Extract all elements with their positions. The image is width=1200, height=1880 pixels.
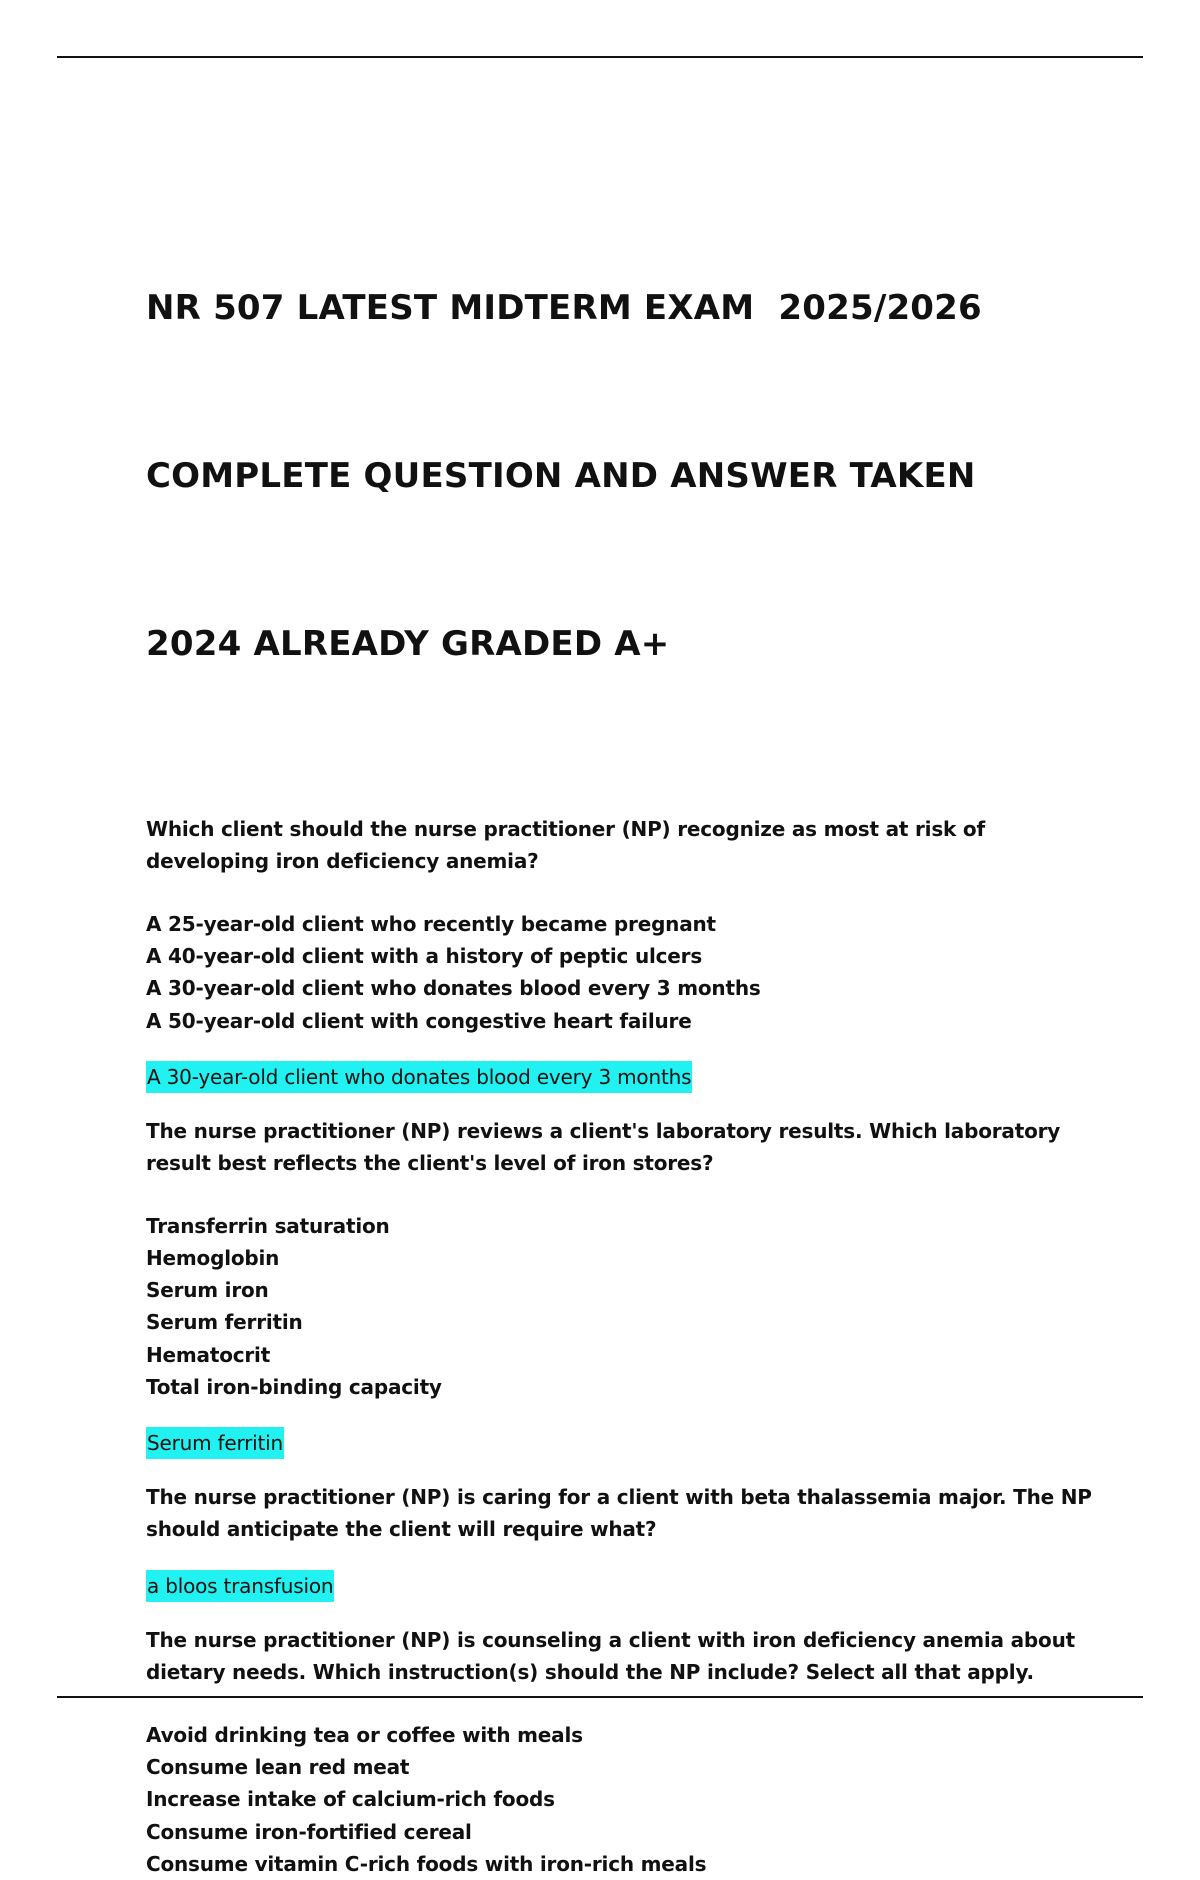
question-block-1 [146,813,1106,1093]
answer-row [146,1061,1106,1093]
option-item: Consume lean red meat [146,1755,410,1780]
answer-row [146,1427,1106,1459]
answer-row [146,1570,1106,1602]
option-item: A 40-year-old client with a history of peptic ulcers [146,944,703,969]
title-line-2: COMPLETE QUESTION AND ANSWER TAKEN [146,456,976,496]
option-list [146,1210,1106,1403]
highlighted-answer: a bloos transfusion [146,1570,334,1602]
question-text: Which client should the nurse practitioner (NP) recognize as most at risk of developing iron deficiency anemia? [146,817,985,873]
question-text: The nurse practitioner (NP) is counseling a client with iron deficiency anemia about dietary needs. Which instruction(s) should the NP include? Select all that apply. [146,1628,1075,1685]
option-item: Increase intake of calcium-rich foods [146,1787,555,1812]
question-block-4 [146,1624,1106,1880]
option-item: Transferrin saturation [146,1213,390,1238]
option-list [146,1719,1106,1880]
question-text: The nurse practitioner (NP) reviews a client's laboratory results. Which laboratory result best reflects the client's level of iron stores? [146,1118,1061,1175]
bottom-rule [57,1696,1143,1698]
option-item: Consume vitamin C-rich foods with iron-rich meals [146,1851,707,1876]
top-rule [57,56,1143,58]
title-line-1: NR 507 LATEST MIDTERM EXAM 2025/2026 [146,288,982,328]
question-block-3 [146,1481,1106,1602]
option-item: Hematocrit [146,1342,271,1367]
option-item: Hemoglobin [146,1246,280,1271]
option-item: Consume iron-fortified cereal [146,1819,472,1844]
question-text: The nurse practitioner (NP) is caring for a client with beta thalassemia major. The NP should anticipate the client will require what? [146,1485,1092,1542]
option-item: Serum ferritin [146,1310,303,1335]
document-content [146,168,1106,1880]
option-item: A 25-year-old client who recently became pregnant [146,912,716,936]
highlighted-answer: Serum ferritin [146,1427,284,1459]
option-item: A 30-year-old client who donates blood every 3 months [146,976,761,1001]
title-line-3: 2024 ALREADY GRADED A+ [146,624,670,664]
question-block-2 [146,1115,1106,1459]
document-title [146,168,1106,784]
option-item: A 50-year-old client with congestive heart failure [146,1008,692,1033]
option-item: Total iron-binding capacity [146,1374,442,1399]
option-item: Avoid drinking tea or coffee with meals [146,1723,583,1748]
option-list [146,908,1106,1037]
highlighted-answer: A 30-year-old client who donates blood every 3 months [146,1061,692,1093]
option-item: Serum iron [146,1278,269,1303]
